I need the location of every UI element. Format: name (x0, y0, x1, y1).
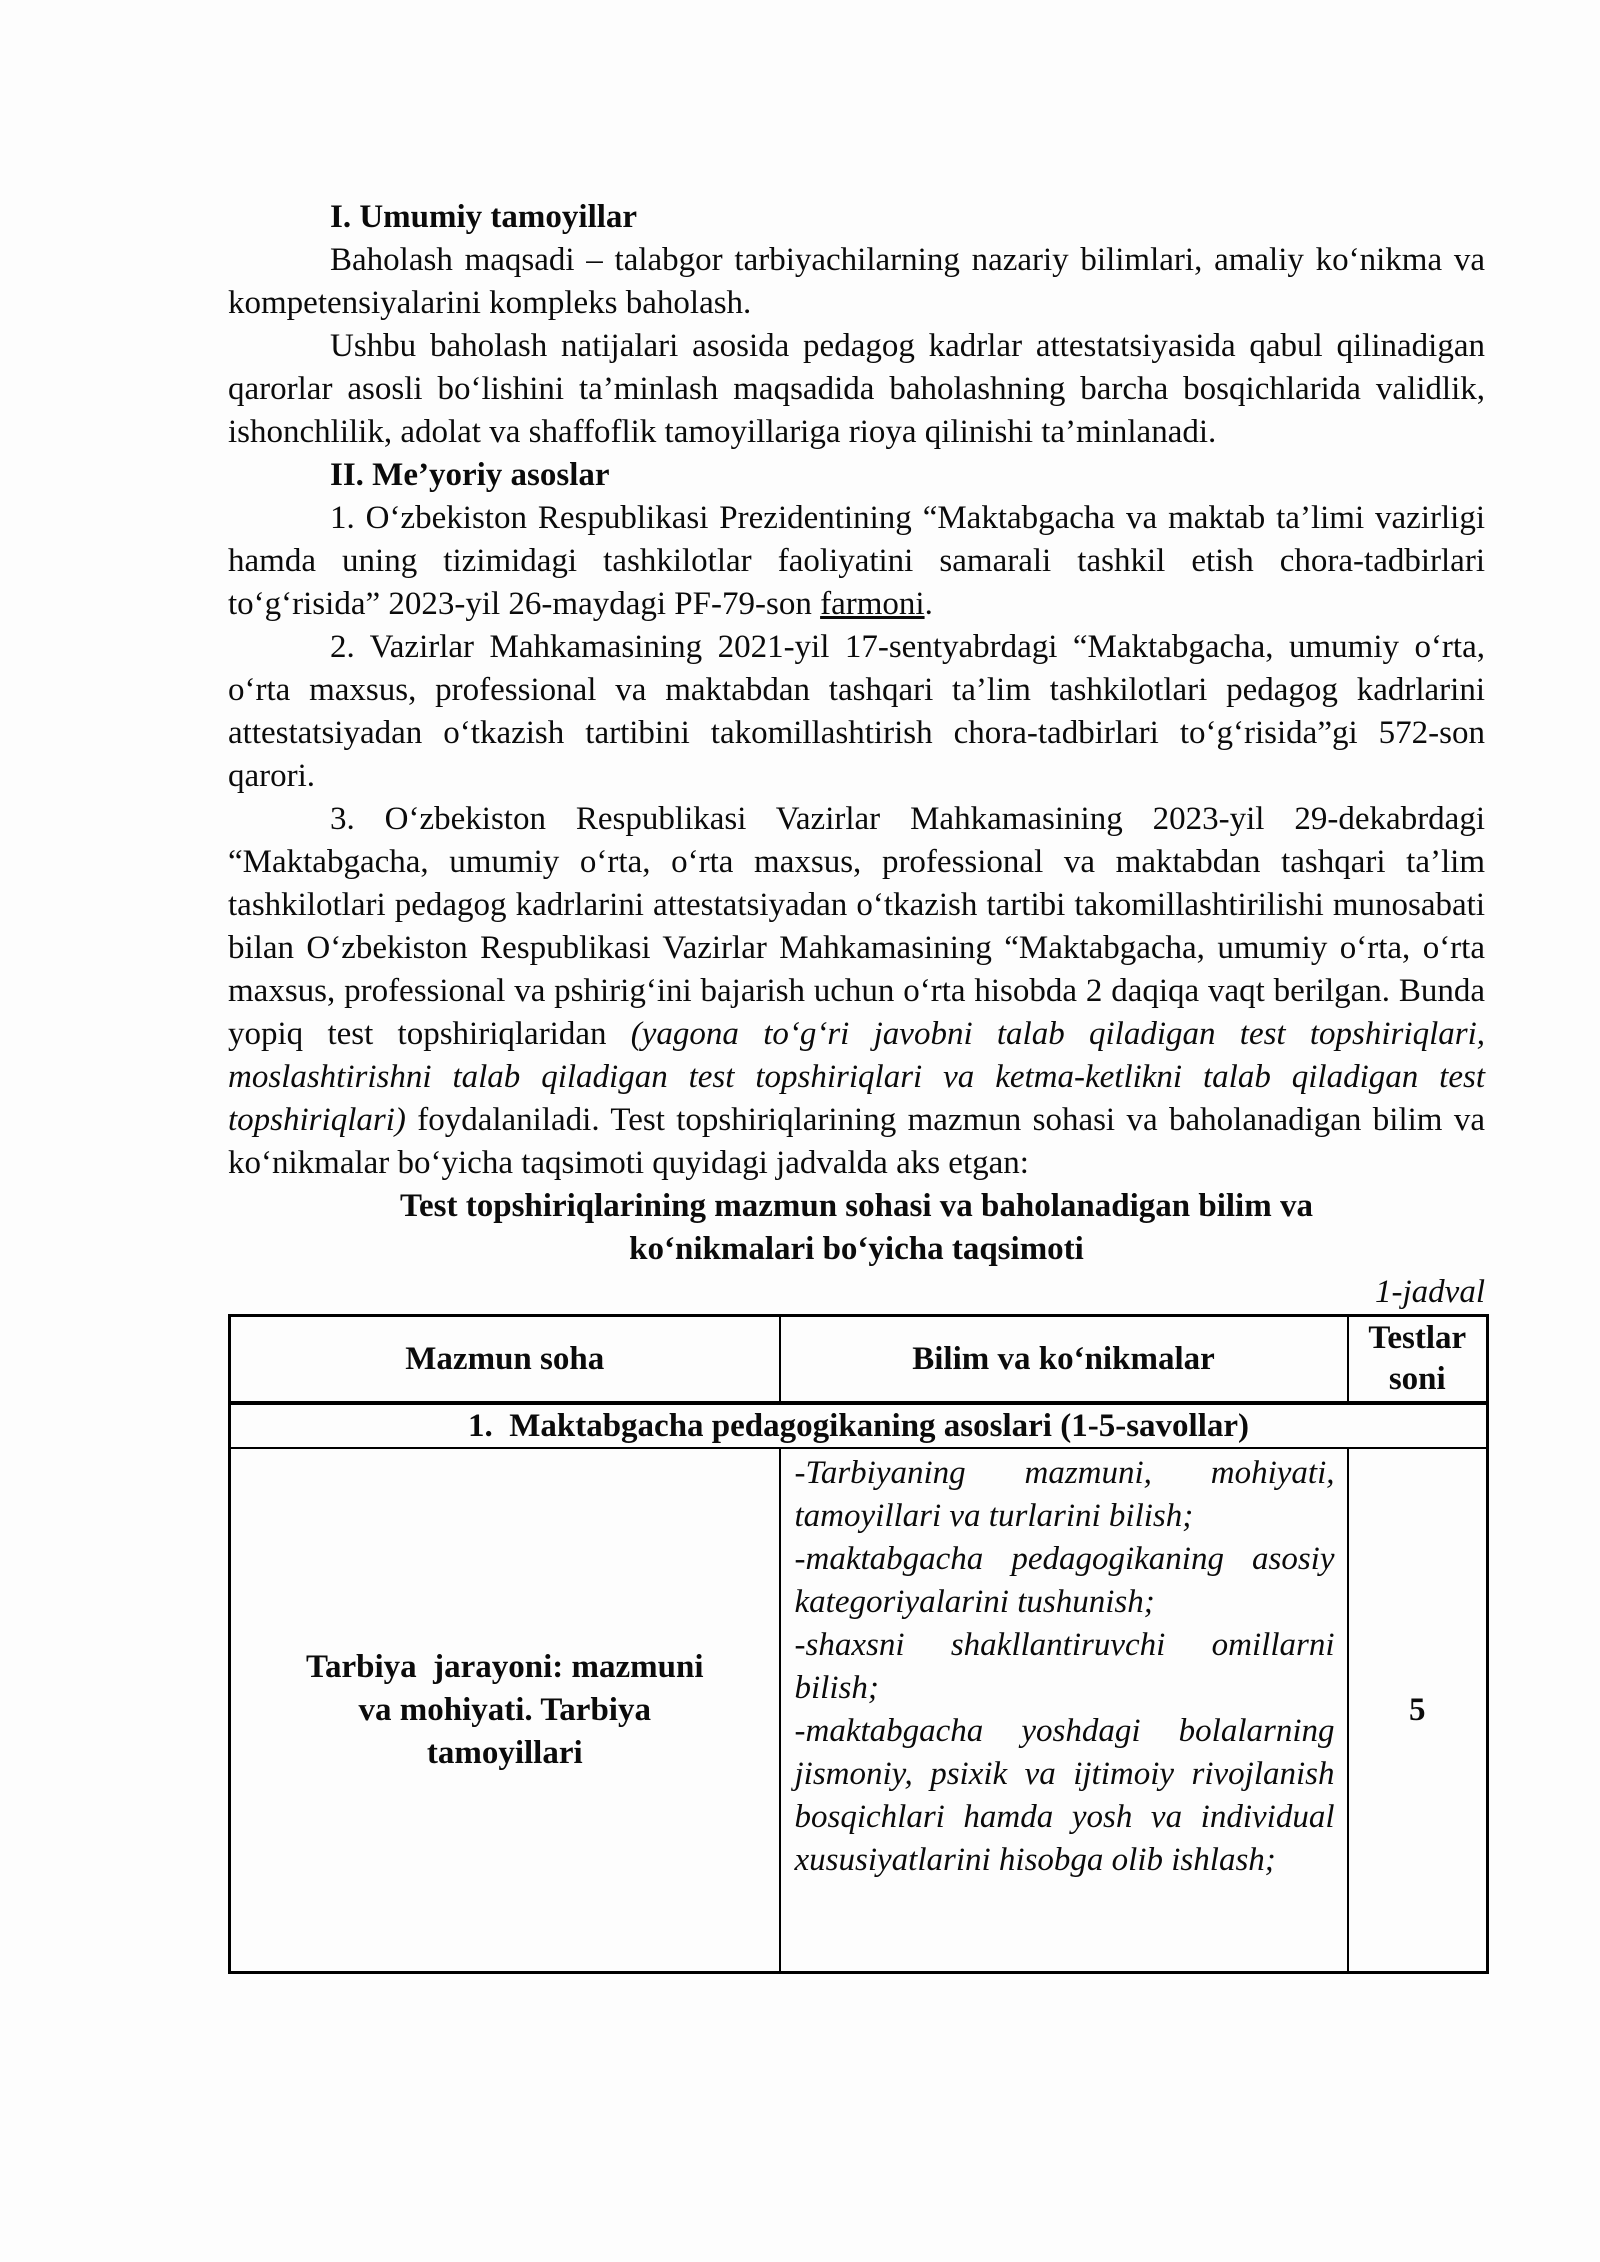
bilim-konikma-item: -maktabgacha pedagogikaning asosiy kategoriyalarini tushunish; (794, 1541, 1335, 1620)
text-segment: Baholash maqsadi – talabgor tarbiyachilarning nazariy bilimlari, amaliy ko‘nikma va kompetensiyalarini kompleks baholash. (228, 242, 1485, 321)
paragraph (228, 497, 1485, 626)
section-heading (228, 454, 1485, 497)
cell-testlar-soni: 5 (1348, 1448, 1488, 1973)
bilim-konikma-item: -maktabgacha yoshdagi bolalarning jismoniy, psixik va ijtimoiy rivojlanish bosqichlari hamda yosh va individual xususiyatlarini hisobga olib ishlash; (794, 1713, 1335, 1878)
bilim-konikma-item: -Tarbiyaning mazmuni, mohiyati, tamoyillari va turlarini bilish; (794, 1455, 1335, 1534)
table-section-row (230, 1403, 1488, 1448)
page-content (228, 196, 1485, 1974)
text-segment: 1. O‘zbekiston Respublikasi Prezidentining “Maktabgacha va maktab ta’limi vazirligi hamda uning tizimidagi tashkilotlar faoliyatini samarali tashkil etish chora-tadbirlari to‘g‘risida” 2023-yil 26-maydagi PF-79-son (228, 500, 1485, 622)
text-segment: 3. O‘zbekiston Respublikasi Vazirlar Mahkamasining 2023-yil 29-dekabrdagi “Maktabgacha, umumiy o‘rta, o‘rta maxsus, professional va maktabdan tashqari ta’lim tashkilotlari pedagog kadrlarini attestatsiyadan o‘tkazish tartibi takomillashtirilishi munosabati bilan O‘zbekiston Respublikasi Vazirlar Mahkamasining “Maktabgacha, umumiy o‘rta, o‘rta maxsus, professional va pshirig‘ini bajarish uchun o‘rta hisobda 2 daqiqa vaqt berilgan. Bunda yopiq test topshiriqlaridan (228, 801, 1485, 1052)
text-segment: (yagona to‘g‘ri javobni talab qiladigan test topshiriqlari, moslashtirishni talab qiladigan test topshiriqlari va ketma-ketlikni talab qiladigan test topshiriqlari) (228, 1016, 1485, 1138)
mazmun-soha-line: Tarbiya jarayoni: mazmuni (305, 1648, 704, 1685)
bilim-konikma-item: -shaxsni shakllantiruvchi omillarni bilish; (794, 1627, 1335, 1706)
text-segment: 2. Vazirlar Mahkamasining 2021-yil 17-sentyabrdagi “Maktabgacha, umumiy o‘rta, o‘rta maxsus, professional va maktabdan tashqari ta’lim tashkilotlari pedagog kadrlarini attestatsiyadan o‘tkazish tartibini takomillashtirish chora-tadbirlari to‘g‘risida”gi 572-son qarori. (228, 629, 1485, 794)
text-segment: . (924, 586, 933, 622)
farmoni-link[interactable]: farmoni (820, 586, 925, 622)
distribution-table (228, 1314, 1489, 1974)
text-segment: II. Me’yoriy asoslar (330, 457, 610, 493)
section-row-label: 1. Maktabgacha pedagogikaning asoslari (1-5-savollar) (230, 1403, 1488, 1448)
col-header-mazmun-soha: Mazmun soha (230, 1316, 780, 1404)
text-segment: foydalaniladi. Test topshiriqlarining mazmun sohasi va baholanadigan bilim va ko‘nikmalar bo‘yicha taqsimoti quyidagi jadvalda aks etgan: (228, 1102, 1485, 1181)
paragraph (228, 798, 1485, 1185)
col-header-bilim-konikmalar: Bilim va ko‘nikmalar (780, 1316, 1348, 1404)
mazmun-soha-line: tamoyillari (426, 1734, 583, 1771)
section-heading (228, 196, 1485, 239)
text-segment: I. Umumiy tamoyillar (330, 199, 638, 235)
cell-mazmun-soha (230, 1448, 780, 1973)
table-header-row (230, 1316, 1488, 1404)
mazmun-soha-line: va mohiyati. Tarbiya (358, 1691, 651, 1728)
cell-bilim-konikmalar (780, 1448, 1348, 1973)
col-header-testlar-soni: Testlar soni (1348, 1316, 1488, 1404)
paragraph (228, 325, 1485, 454)
paragraph (228, 626, 1485, 798)
table-row (230, 1448, 1488, 1973)
table-number-caption: 1-jadval (1375, 1274, 1485, 1310)
paragraph (228, 239, 1485, 325)
body-text (228, 196, 1485, 1185)
table-title: Test topshiriqlarining mazmun sohasi va baholanadigan bilim va ko‘nikmalari bo‘yicha taqsimoti (400, 1188, 1313, 1267)
text-segment: Ushbu baholash natijalari asosida pedagog kadrlar attestatsiyasida qabul qilinadigan qarorlar asosli bo‘lishini ta’minlash maqsadida baholashning barcha bosqichlarida validlik, ishonchlilik, adolat va shaffoflik tamoyillariga rioya qilinishi ta’minlanadi. (228, 328, 1485, 450)
